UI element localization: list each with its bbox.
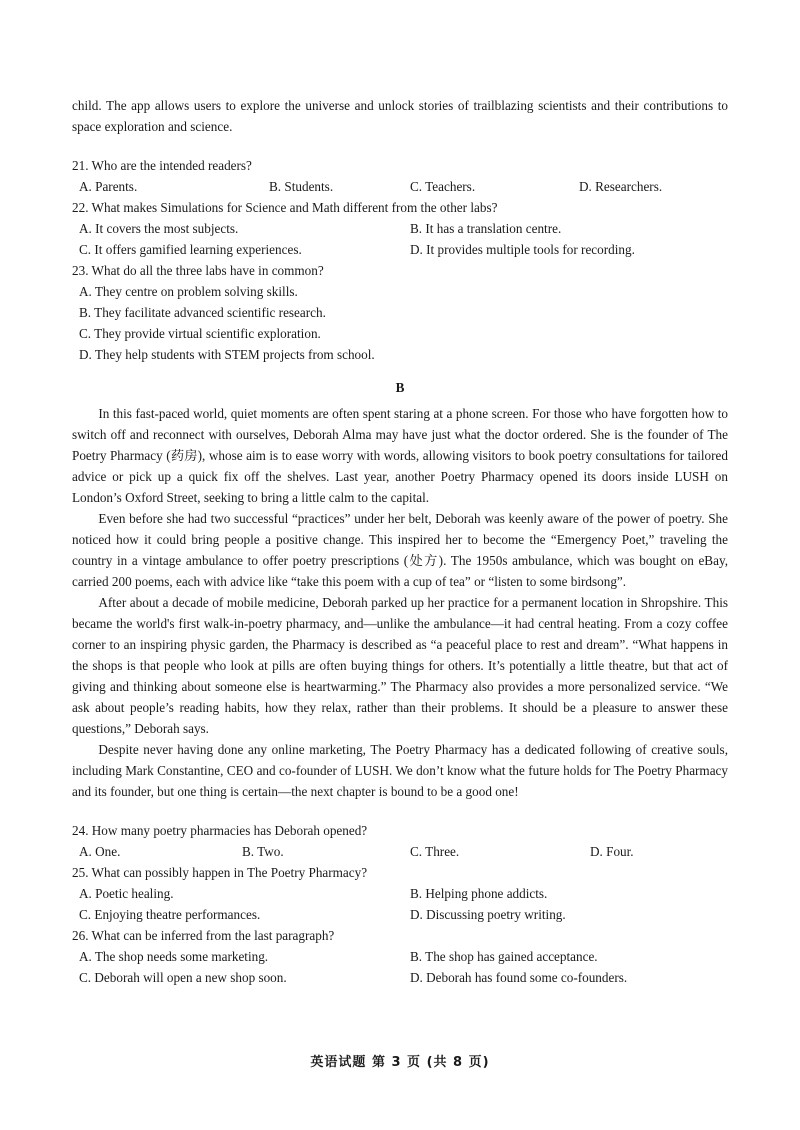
option-a: A. Poetic healing. [79, 886, 174, 901]
option-b: B. The shop has gained acceptance. [410, 949, 598, 964]
option-a: A. Parents. [79, 179, 138, 194]
passage-paragraph-4: Despite never having done any online marketing, The Poetry Pharmacy has a dedicated following of creative souls, including Mark Constantine, CEO and co-founder of LUSH. We don’t know what the future holds for The Poetry Pharmacy and its founder, but one thing is certain—the next chapter is bound to be a good one! [72, 742, 728, 799]
option-row [79, 841, 728, 862]
question-26 [72, 925, 728, 988]
option-a: A. They centre on problem solving skills. [79, 284, 298, 299]
question-23 [72, 260, 728, 365]
option-a: A. One. [79, 844, 121, 859]
question-stem: 24. How many poetry pharmacies has Deborah opened? [72, 823, 368, 838]
option-c: C. Enjoying theatre performances. [79, 907, 261, 922]
option-d: D. Discussing poetry writing. [410, 907, 566, 922]
option-b: B. It has a translation centre. [410, 221, 562, 236]
option-c: C. Three. [410, 844, 460, 859]
question-stem: 23. What do all the three labs have in common? [72, 263, 324, 278]
exam-page [72, 95, 728, 988]
option-a: A. The shop needs some marketing. [79, 949, 269, 964]
option-d: D. It provides multiple tools for recording. [410, 242, 635, 257]
option-c: C. It offers gamified learning experiences. [79, 242, 302, 257]
option-d: D. Researchers. [579, 179, 663, 194]
option-row [79, 946, 728, 967]
passage-paragraph-3: After about a decade of mobile medicine, Deborah parked up her practice for a permanent location in Shropshire. This became the world's first walk-in-poetry pharmacy, and—unlike the ambulance—it had central heating. From a cozy coffee corner to an inspiring physic garden, the Pharmacy is described as “a peaceful place to rest and dream”. “What happens in the shops is that people who look at pills are often buying things for others. It’s potentially a little theatre, but that act of giving and thinking about someone else is heartwarming.” The Pharmacy also provides a more personalized service. “We ask about people’s reading habits, how they relax, rather than their problems. It should be a pleasure to answer these questions,” Deborah says. [72, 595, 728, 736]
option-row [79, 904, 728, 925]
option-d: D. Deborah has found some co-founders. [410, 970, 628, 985]
intro-paragraph-tail: child. The app allows users to explore the universe and unlock stories of trailblazing scientists and their contributions to space exploration and science. [72, 98, 728, 134]
question-25 [72, 862, 728, 925]
page-footer: 英语试题 第 3 页 (共 8 页) [310, 1055, 490, 1070]
option-row [79, 239, 728, 260]
section-b-title: B [395, 380, 405, 395]
passage-paragraph-2: Even before she had two successful “practices” under her belt, Deborah was keenly aware of the power of poetry. She noticed how it could bring people a positive change. This inspired her to become the “Emergency Poet,” traveling the country in a vintage ambulance to offer poetry prescriptions (处方). The 1950s ambulance, which was bought on eBay, carried 200 poems, each with advice like “take this poem with a cup of tea” or “listen to some birdsong”. [72, 511, 728, 589]
passage-paragraph-1: In this fast-paced world, quiet moments are often spent staring at a phone screen. For those who have forgotten how to switch off and reconnect with ourselves, Deborah Alma may have just what the doctor ordered. She is the founder of The Poetry Pharmacy (药房), whose aim is to ease worry with words, allowing visitors to book poetry consultations for tailored advice or pick up a quick fix off the shelves. Last year, another Poetry Pharmacy opened its doors inside LUSH on London’s Oxford Street, seeking to bring a little calm to the capital. [72, 406, 728, 505]
question-stem: 26. What can be inferred from the last paragraph? [72, 928, 335, 943]
option-row [79, 883, 728, 904]
question-stem: 25. What can possibly happen in The Poetry Pharmacy? [72, 865, 368, 880]
option-b: B. Helping phone addicts. [410, 886, 548, 901]
option-b: B. Students. [269, 179, 334, 194]
option-row [79, 176, 728, 197]
option-a: A. It covers the most subjects. [79, 221, 239, 236]
option-d: D. They help students with STEM projects from school. [79, 347, 375, 362]
question-24 [72, 820, 728, 862]
option-row [79, 967, 728, 988]
option-b: B. Two. [242, 844, 284, 859]
option-c: C. They provide virtual scientific exploration. [79, 326, 321, 341]
question-21 [72, 155, 728, 197]
question-stem: 22. What makes Simulations for Science and Math different from the other labs? [72, 200, 498, 215]
question-stem: 21. Who are the intended readers? [72, 158, 252, 173]
option-row [79, 218, 728, 239]
option-c: C. Teachers. [410, 179, 476, 194]
option-d: D. Four. [590, 844, 634, 859]
option-b: B. They facilitate advanced scientific research. [79, 305, 326, 320]
question-22 [72, 197, 728, 260]
option-c: C. Deborah will open a new shop soon. [79, 970, 287, 985]
